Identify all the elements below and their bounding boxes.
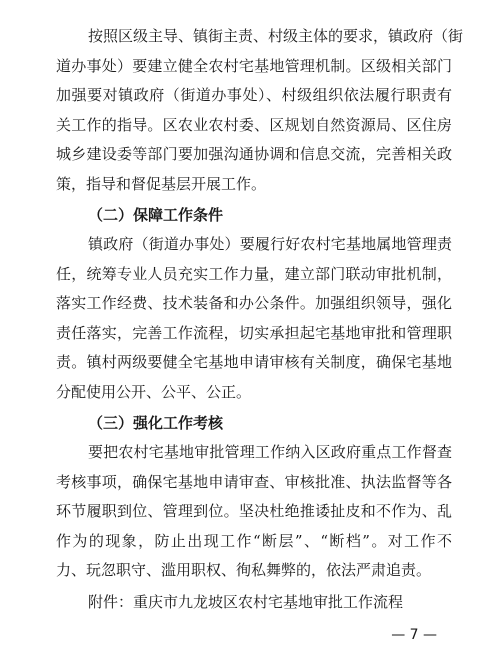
paragraph-line: 考核事项，确保宅基地申请审查、审核批准、执法监督等各 xyxy=(56,472,452,491)
paragraph-line: 城乡建设委等部门要加强沟通协调和信息交流，完善相关政 xyxy=(56,145,452,163)
page-number: — 7 — xyxy=(391,627,437,643)
attachment-note: 附件：重庆市九龙坡区农村宅基地审批工作流程 xyxy=(88,593,404,611)
paragraph-assessment xyxy=(56,438,452,586)
paragraph-line: 镇政府（街道办事处）要履行好农村宅基地属地管理责 xyxy=(88,235,452,253)
paragraph-line: 加强要对镇政府（街道办事处）、村级组织依法履行职责有 xyxy=(56,86,452,104)
paragraph-line: 环节履职到位、管理到位。坚决杜绝推诿扯皮和不作为、乱 xyxy=(56,502,452,520)
paragraph-line: 任，统筹专业人员充实工作力量，建立部门联动审批机制， xyxy=(56,264,452,283)
paragraph-line: 力、玩忽职守、滥用职权、徇私舞弊的，依法严肃追责。 xyxy=(56,561,432,579)
paragraph-work-conditions xyxy=(56,230,452,407)
section-heading-work-conditions: （二）保障工作条件 xyxy=(88,206,224,224)
paragraph-line: 责任落实，完善工作流程，切实承担起宅基地审批和管理职 xyxy=(56,323,452,342)
section-heading-assessment: （三）强化工作考核 xyxy=(88,414,224,432)
paragraph-line: 落实工作经费、技术装备和办公条件。加强组织领导，强化 xyxy=(56,294,452,312)
paragraph-line: 作为的现象，防止出现工作“断层”、“断档”。对工作不 xyxy=(56,531,452,550)
paragraph-responsibilities xyxy=(56,22,464,199)
paragraph-line: 责。镇村两级要健全宅基地申请审核有关制度，确保宅基地 xyxy=(56,353,452,371)
paragraph-line: 策，指导和督促基层开展工作。 xyxy=(56,174,267,193)
paragraph-line: 要把农村宅基地审批管理工作纳入区政府重点工作督查 xyxy=(88,443,452,461)
paragraph-line: 关工作的指导。区农业农村委、区规划自然资源局、区住房 xyxy=(56,115,452,134)
paragraph-line: 按照区级主导、镇街主责、村级主体的要求，镇政府（街 xyxy=(88,27,464,45)
paragraph-line: 道办事处）要建立健全农村宅基地管理机制。区级相关部门 xyxy=(56,56,452,75)
paragraph-line: 分配使用公开、公平、公正。 xyxy=(56,382,252,401)
